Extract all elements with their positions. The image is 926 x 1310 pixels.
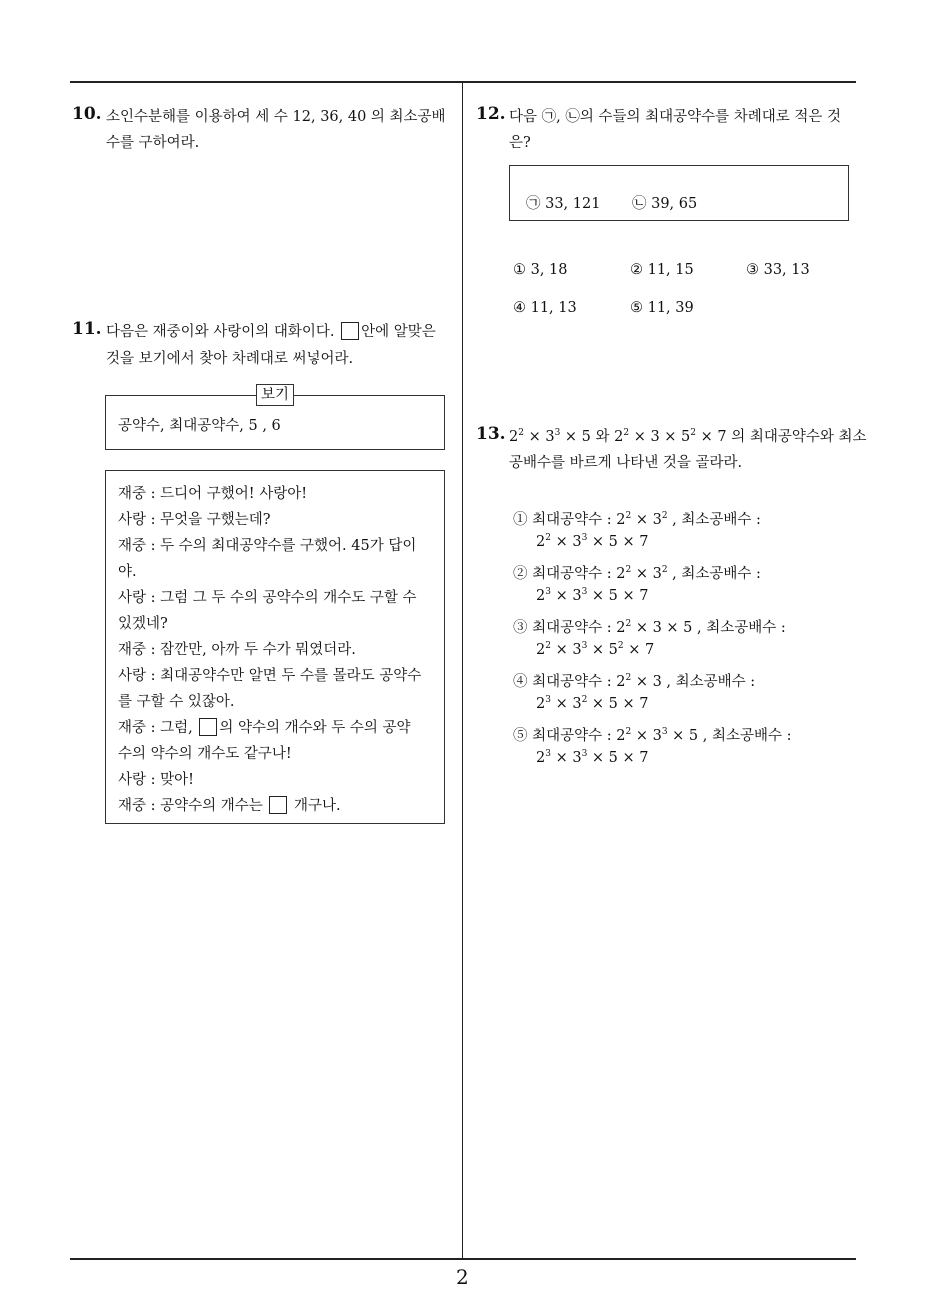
dialog-line — [118, 794, 341, 815]
bottom-rule — [70, 1258, 856, 1260]
question-number: 13. — [476, 424, 506, 444]
choice-2[interactable]: ② 최대공약수 : $2^2 \times 3^2$ , 최소공배수 : — [513, 565, 761, 582]
question-number: 10. — [72, 104, 102, 124]
dialog-line: 사랑 : 무엇을 구했는데? — [118, 512, 271, 528]
lcm-label: 최소공배수 : — [675, 674, 756, 690]
question-text: 수를 구하여라. — [106, 135, 200, 151]
dialog-line: 사랑 : 맞아! — [118, 772, 194, 788]
question-text-part: 의 최대공약수와 최소 — [731, 429, 867, 445]
question-number: 12. — [476, 104, 506, 124]
blank-box — [269, 796, 287, 814]
column-divider — [462, 81, 463, 1259]
dialog-line — [118, 716, 411, 737]
question-text: 공배수를 바르게 나타낸 것을 골라라. — [509, 455, 743, 471]
choice-2[interactable]: ② 11, 15 — [630, 262, 694, 278]
blank-box — [199, 718, 217, 736]
choice-4[interactable]: ④ 11, 13 — [513, 300, 577, 316]
choice-label: ③ 최대공약수 : — [513, 620, 612, 636]
dialog-line: 사랑 : 최대공약수만 알면 두 수를 몰라도 공약수 — [118, 668, 422, 684]
dialog-line: 를 구할 수 있잖아. — [118, 694, 235, 710]
question-text: 소인수분해를 이용하여 세 수 12, 36, 40 의 최소공배 — [106, 109, 446, 125]
choice-3[interactable]: ③ 최대공약수 : $2^2 \times 3 \times 5$ , 최소공배수 : — [513, 619, 786, 636]
choice-label: ④ 최대공약수 : — [513, 674, 612, 690]
choice-4-lcm: $2^3 \times 3^2 \times 5 \times 7$ — [536, 695, 649, 712]
question-text-part: 안에 알맞은 — [361, 324, 436, 340]
choice-3[interactable]: ③ 33, 13 — [746, 262, 810, 278]
lcm-label: 최소공배수 : — [706, 620, 786, 636]
given-item: ㉠ 33, 121 — [526, 196, 601, 212]
dialog-line: 야. — [118, 564, 137, 580]
lcm-label: 최소공배수 : — [711, 728, 792, 744]
choice-3-lcm: $2^2 \times 3^3 \times 5^2 \times 7$ — [536, 641, 655, 658]
dialog-text: 재중 : 공약수의 개수는 — [118, 798, 263, 814]
choice-1[interactable]: ① 최대공약수 : $2^2 \times 3^2$ , 최소공배수 : — [513, 511, 761, 528]
lcm-label: 최소공배수 : — [681, 512, 761, 528]
choice-label: ⑤ 최대공약수 : — [513, 728, 612, 744]
choice-1-lcm: $2^2 \times 3^3 \times 5 \times 7$ — [536, 533, 649, 550]
question-number: 11. — [72, 319, 102, 339]
bogi-content: 공약수, 최대공약수, 5 , 6 — [118, 418, 281, 434]
choice-5-lcm: $2^3 \times 3^3 \times 5 \times 7$ — [536, 749, 649, 766]
question-text-part: 다음은 재중이와 사랑이의 대화이다. — [106, 324, 335, 340]
blank-box — [341, 322, 359, 340]
choice-2-lcm: $2^3 \times 3^3 \times 5 \times 7$ — [536, 587, 649, 604]
dialog-text: 의 약수의 개수와 두 수의 공약 — [219, 720, 411, 736]
choice-5[interactable]: ⑤ 11, 39 — [630, 300, 694, 316]
dialog-text: 재중 : 그럼, — [118, 720, 193, 736]
dialog-line: 수의 약수의 개수도 같구나! — [118, 746, 292, 762]
question-text: 은? — [509, 135, 531, 151]
page-number: 2 — [456, 1265, 469, 1289]
question-text: $2^2 \times 3^3 \times 5$ 와 $2^2 \times 3 \times 5^2 \times 7$ 의 최대공약수와 최소 — [509, 428, 867, 445]
lcm-label: 최소공배수 : — [681, 566, 761, 582]
question-text: 것을 보기에서 찾아 차례대로 써넣어라. — [106, 351, 354, 367]
dialog-line: 사랑 : 그럼 그 두 수의 공약수의 개수도 구할 수 — [118, 590, 417, 606]
question-text — [106, 320, 436, 341]
question-text: 다음 ㉠, ㉡의 수들의 최대공약수를 차례대로 적은 것 — [509, 109, 842, 125]
choice-label: ① 최대공약수 : — [513, 512, 612, 528]
choice-1[interactable]: ① 3, 18 — [513, 262, 568, 278]
dialog-line: 재중 : 드디어 구했어! 사랑아! — [118, 486, 308, 502]
bogi-label: 보기 — [256, 384, 294, 406]
dialog-line: 재중 : 잠깐만, 아까 두 수가 뭐였더라. — [118, 642, 356, 658]
question-text-part: 와 — [595, 429, 610, 445]
choice-label: ② 최대공약수 : — [513, 566, 612, 582]
choice-5[interactable]: ⑤ 최대공약수 : $2^2 \times 3^3 \times 5$ , 최소공배수 : — [513, 727, 792, 744]
given-item: ㉡ 39, 65 — [632, 196, 698, 212]
dialog-line: 있겠네? — [118, 616, 168, 632]
dialog-text: 개구나. — [294, 798, 341, 814]
choice-4[interactable]: ④ 최대공약수 : $2^2 \times 3$ , 최소공배수 : — [513, 673, 756, 690]
dialog-line: 재중 : 두 수의 최대공약수를 구했어. 45가 답이 — [118, 538, 417, 554]
